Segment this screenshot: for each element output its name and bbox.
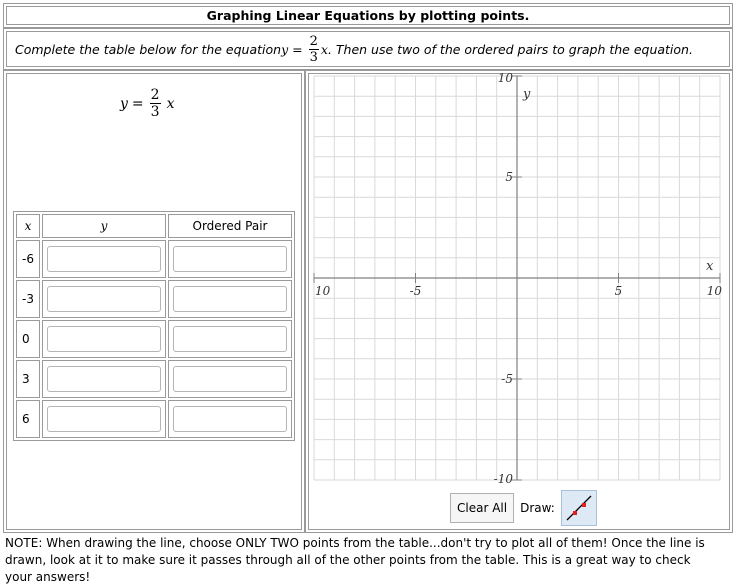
graph-controls [450,490,597,526]
header-ordered-pair: Ordered Pair [168,214,292,238]
header-x: x [16,214,40,238]
x-axis-label: x [706,259,714,274]
equation-op: = [131,95,144,112]
ordered-pair-input[interactable] [173,406,287,432]
table-row [16,400,292,438]
table-row [16,240,292,278]
draw-label: Draw: [520,501,555,515]
y-input[interactable] [47,286,161,312]
equation-den: 3 [150,104,160,120]
y-tick-label: 10 [497,72,513,85]
coordinate-grid[interactable] [310,72,724,487]
equation-display [120,87,174,120]
y-tick-label: 5 [505,170,513,184]
x-value: 3 [16,360,40,398]
x-value: 6 [16,400,40,438]
header-y: y [42,214,166,238]
tick-labels [315,72,722,486]
table-row [16,280,292,318]
y-tick-label: -10 [493,472,513,486]
x-tick-label: 10 [315,284,331,298]
equation-fraction [150,87,161,120]
equation-num: 2 [150,87,160,103]
note-text: NOTE: When drawing the line, choose ONLY TWO points from the table...don't try to plot all of them! Once the line is drawn, look at it to make sure it passes through all of the other points from the table. This is a great way to check your answers! [5,536,705,584]
y-input[interactable] [47,366,161,392]
x-tick-label: 10 [706,284,722,298]
instructions-eq-op: = [292,41,303,57]
ordered-pair-input[interactable] [173,286,287,312]
equation-lhs: y [120,95,128,112]
clear-all-button[interactable]: Clear All [450,493,514,523]
title-panel [3,3,733,28]
instructions-before: Complete the table below for the equation [15,41,282,57]
x-value: -3 [16,280,40,318]
instructions-eq-lhs: y [281,41,289,57]
instructions-frac-den: 3 [309,49,318,65]
y-input[interactable] [47,406,161,432]
x-value: 0 [16,320,40,358]
x-tick-label: 5 [614,284,623,298]
instructions-after: . Then use two of the ordered pairs to graph the equation. [327,41,693,57]
line-tool-button[interactable] [561,490,597,526]
table-row [16,360,292,398]
y-axis-label: y [523,87,531,102]
instructions-eq-var: x [320,41,328,57]
x-value: -6 [16,240,40,278]
equation-var: x [166,95,175,112]
y-input[interactable] [47,246,161,272]
table-row [16,320,292,358]
instructions-fraction [309,34,319,65]
instructions-frac-num: 2 [309,33,318,49]
table-header-row [16,214,292,238]
ordered-pair-input[interactable] [173,366,287,392]
values-table [13,211,295,441]
instructions [6,31,730,67]
ordered-pair-input[interactable] [173,326,287,352]
ordered-pair-input[interactable] [173,246,287,272]
x-tick-label: -5 [409,284,422,298]
page-title: Graphing Linear Equations by plotting points. [206,8,530,23]
line-tool-icon [562,491,596,525]
instructions-panel [3,28,733,70]
y-tick-label: -5 [501,372,513,386]
y-input[interactable] [47,326,161,352]
